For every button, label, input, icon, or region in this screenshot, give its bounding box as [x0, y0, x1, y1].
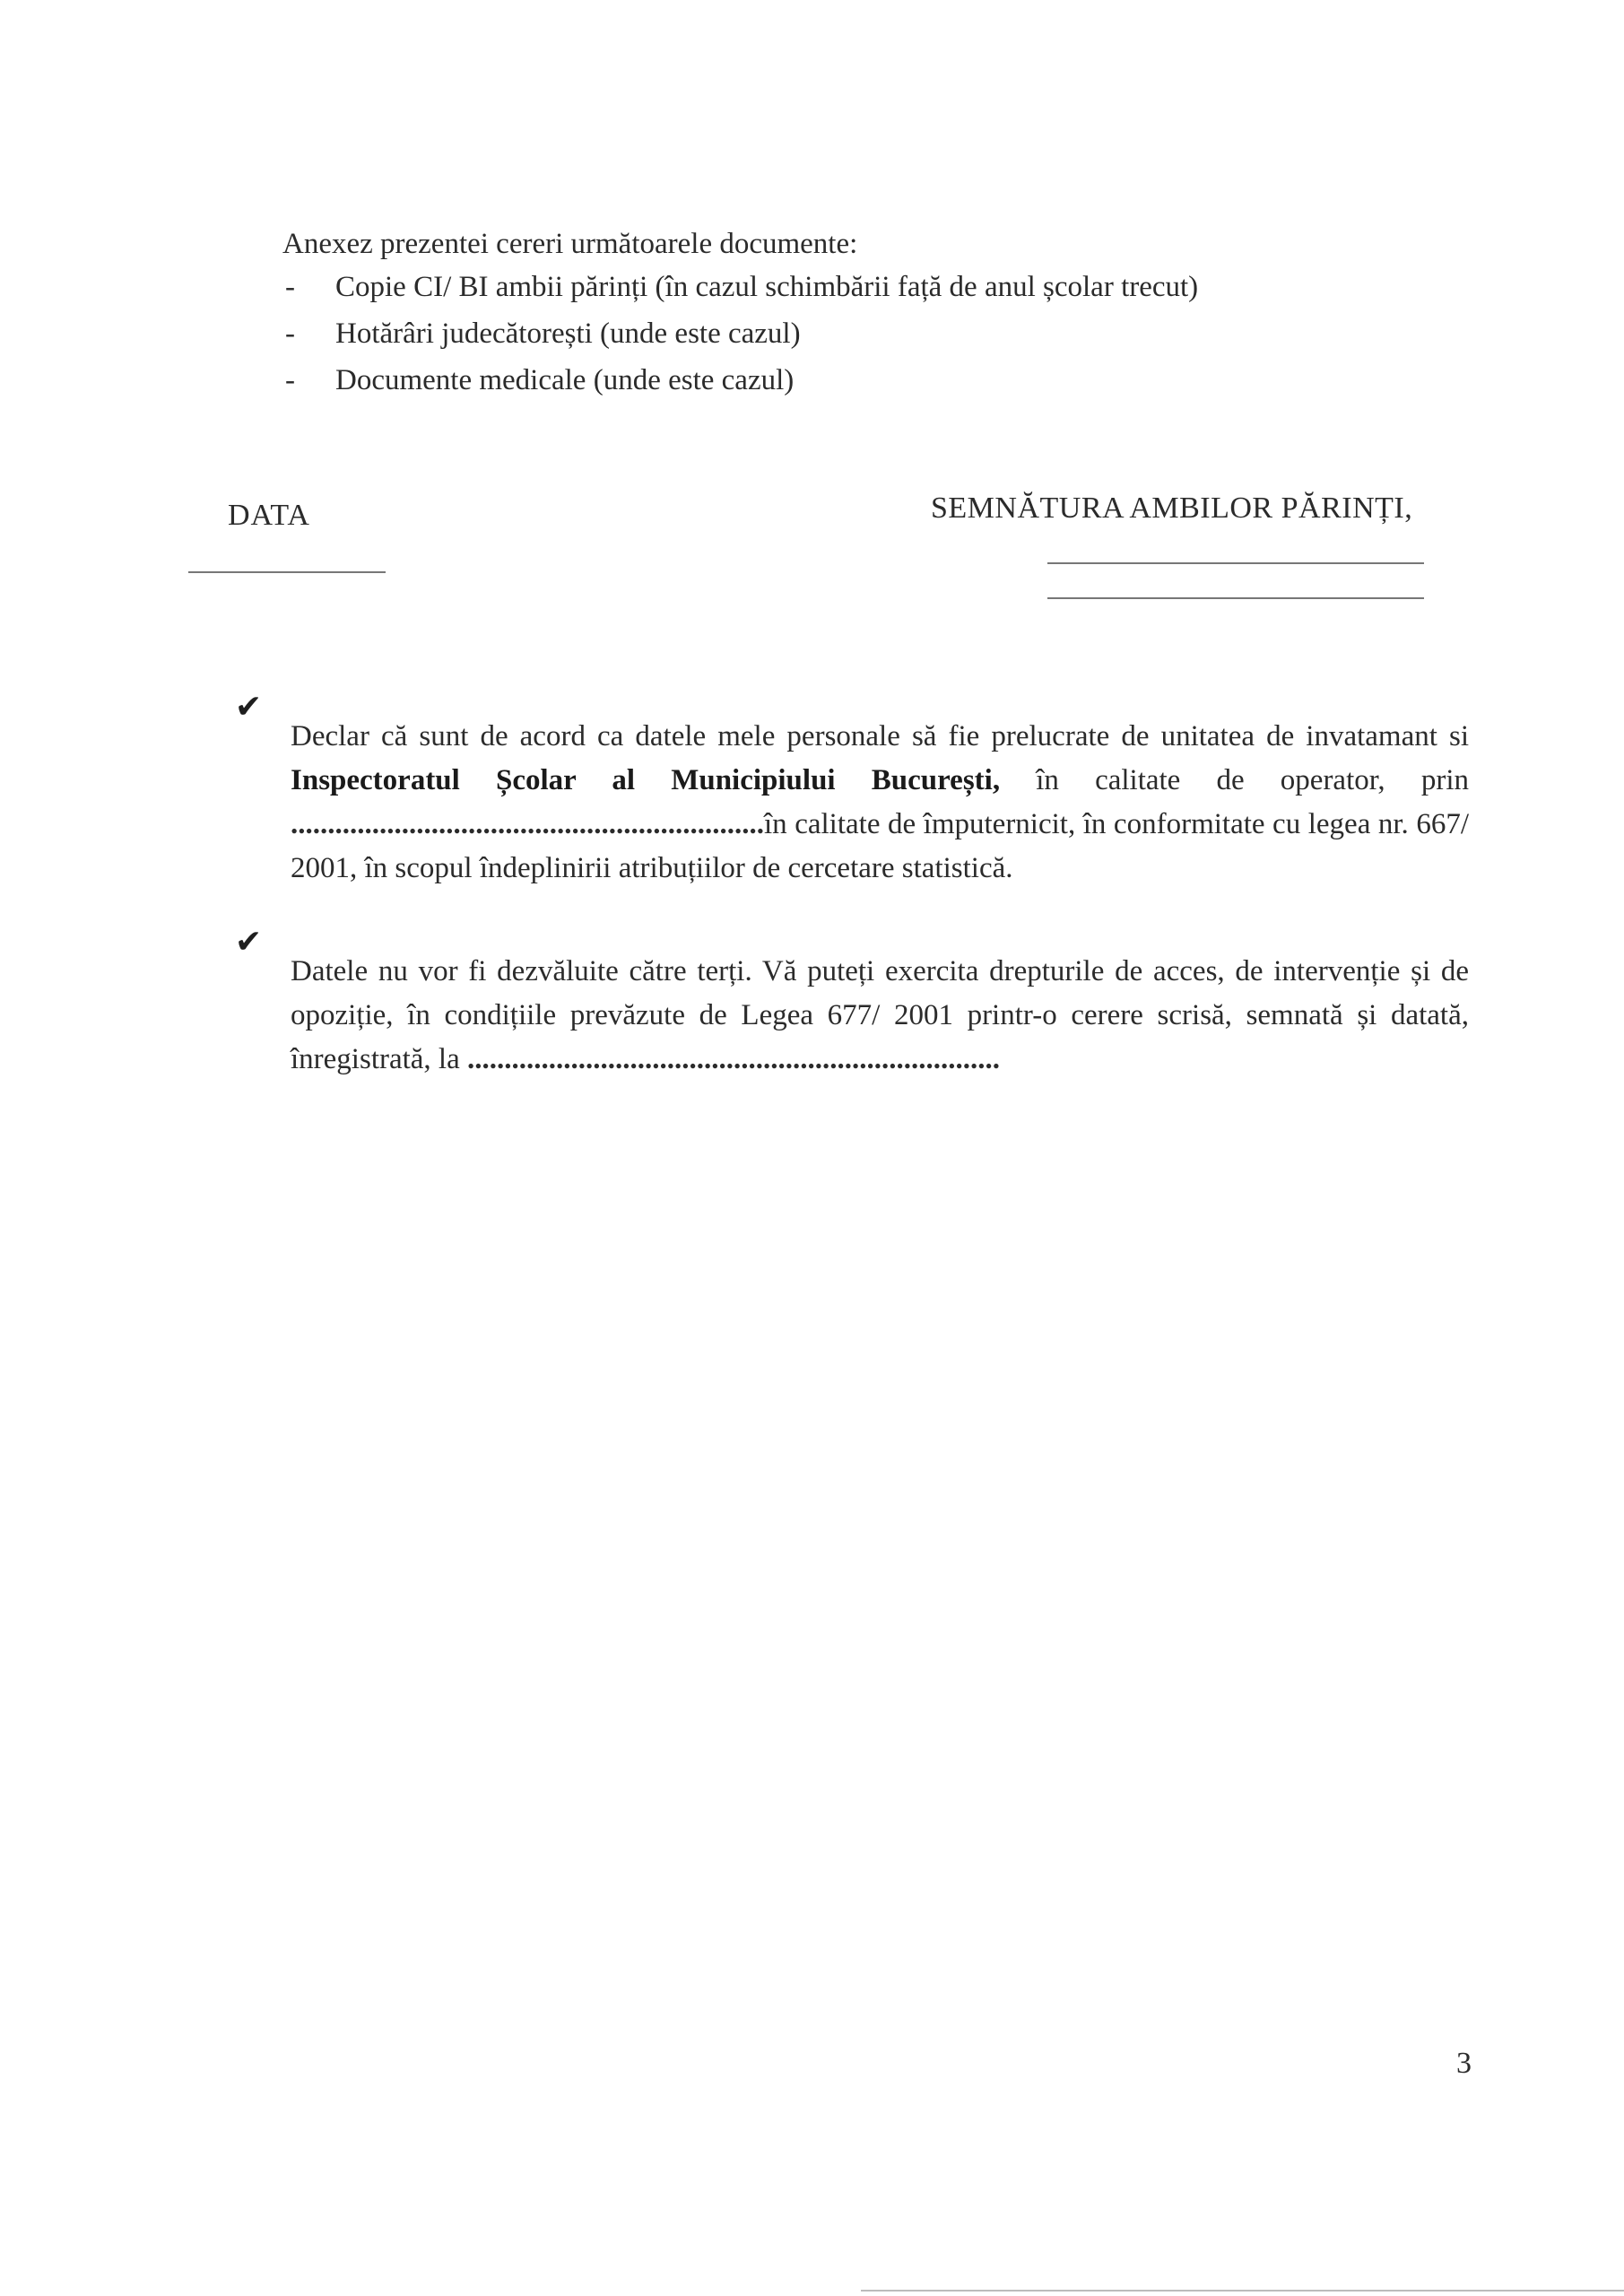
declaration-block	[235, 685, 1469, 1111]
list-item	[285, 310, 1198, 357]
parent-signature-line-1	[1047, 562, 1424, 564]
annex-item-court-decisions: Hotărâri judecătorești (unde este cazul)	[335, 317, 801, 350]
consent-text-part2: în calitate de operator, prin	[1000, 764, 1469, 796]
consent-text-part1: Declar că sunt de acord ca datele mele personale să fie prelucrate de unitatea de invatamant si	[291, 720, 1469, 752]
list-dash: -	[285, 364, 295, 396]
page-number: 3	[1456, 2047, 1472, 2080]
declaration-item-rights	[235, 920, 1469, 1111]
parent-signature-line-2	[1047, 597, 1424, 599]
dotted-fill-line: ................................................................	[291, 808, 764, 840]
annex-item-id-copy: Copie CI/ BI ambii părinți (în cazul schimbării față de anul școlar trecut)	[335, 271, 1199, 303]
check-icon: ✔	[235, 689, 263, 725]
date-signature-line	[188, 571, 386, 573]
consent-text-part3: în calitate de împuternicit, în conformitate cu legea nr. 667/ 2001, în scopul îndeplinirii atribuțiilor de cercetare statistică.	[291, 808, 1469, 884]
inspectorate-name: Inspectoratul Școlar al Municipiului București,	[291, 764, 1001, 796]
list-item	[285, 264, 1198, 310]
declaration-text-rights	[291, 950, 1469, 1082]
list-item	[285, 357, 1198, 404]
annex-item-medical-docs: Documente medicale (unde este cazul)	[335, 364, 795, 396]
list-dash: -	[285, 271, 295, 303]
annex-intro: Anexez prezentei cereri următoarele documente:	[282, 228, 858, 260]
date-label: DATA	[228, 499, 310, 532]
annex-list	[285, 264, 1198, 404]
dotted-fill-line: ........................................................................	[467, 1043, 1001, 1075]
declaration-text-consent	[291, 715, 1469, 891]
parents-signature-label: SEMNĂTURA AMBILOR PĂRINȚI,	[931, 491, 1413, 525]
declaration-item-consent	[235, 685, 1469, 920]
list-dash: -	[285, 317, 295, 350]
page-bottom-edge	[861, 2290, 1624, 2292]
check-icon: ✔	[235, 924, 263, 960]
rights-text: Datele nu vor fi dezvăluite către terți. Vă puteți exercita drepturile de acces, de intervenție și de opoziție, în condițiile prevăzute de Legea 677/ 2001 printr-o cerere scrisă, semnată și datată, înregistrată, la	[291, 955, 1469, 1075]
